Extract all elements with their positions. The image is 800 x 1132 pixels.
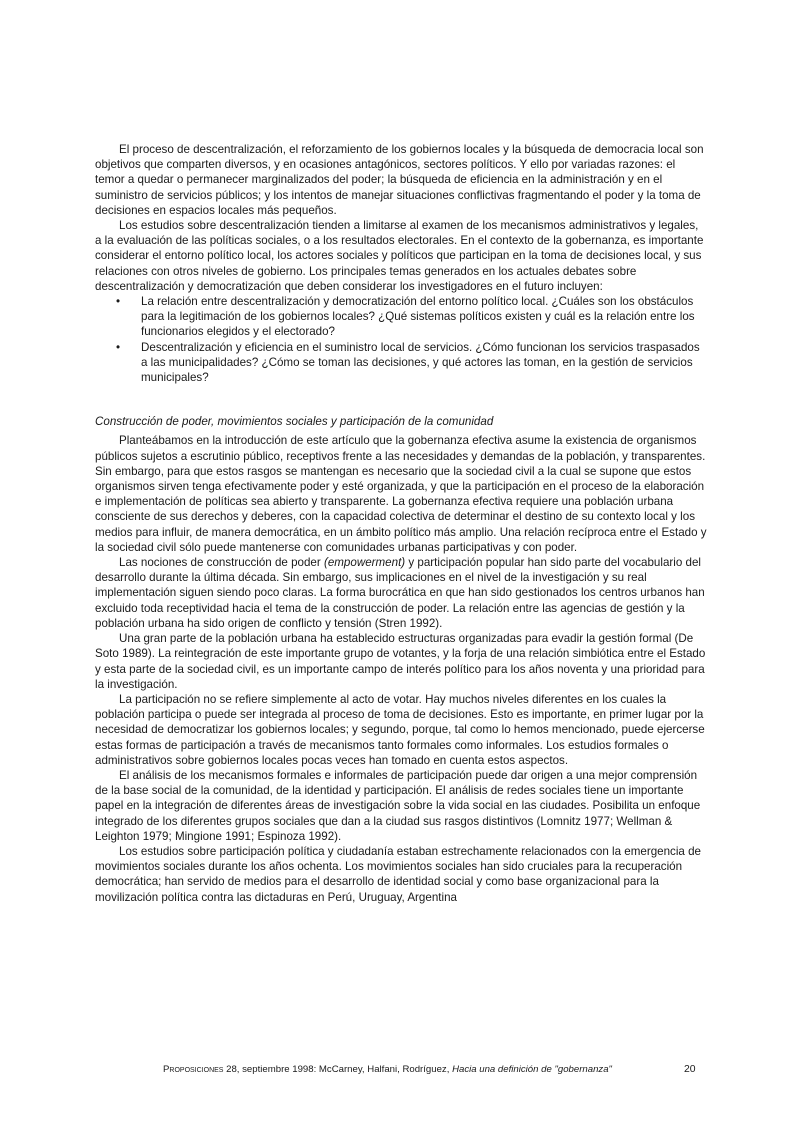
footer-citation: 28, septiembre 1998: McCarney, Halfani, Rodríguez, [223, 1064, 453, 1075]
paragraph: El análisis de los mecanismos formales e informales de participación puede dar origen a una mejor comprensión de la base social de la comunidad, de la identidad y participación. El análisis de redes sociales tiene un importante papel en la integración de diferentes áreas de investigación sobre la vida social en las ciudades. Posibilita un enfoque integrado de los diferentes grupos sociales que dan a la ciudad sus rasgos distintivos (Lomnitz 1977; Wellman & Leighton 1979; Mingione 1991; Espinoza 1992). [95, 768, 701, 843]
paragraph: La participación no se refiere simplemente al acto de votar. Hay muchos niveles diferentes en los cuales la población participa o puede ser integrada al proceso de toma de decisiones. Esto es importante, en primer lugar por la necesidad de democratizar los gobiernos locales; y segundo, porque, tal como lo hemos mencionado, puede ejercerse estas formas de participación a través de mecanismos tanto formales como informales. Los estudios formales o administrativos sobre gobiernos locales pocas veces han tomado en cuenta estos aspectos. [95, 692, 705, 767]
article-title: Hacia una definición de "gobernanza" [452, 1064, 612, 1075]
section-heading: Construcción de poder, movimientos sociales y participación de la comunidad [95, 415, 494, 429]
paragraph: Los estudios sobre participación política y ciudadanía estaban estrechamente relacionados con la emergencia de movimientos sociales durante los años ochenta. Los movimientos sociales han sido cruciales para la recuperación democrática; han servido de medios para el desarrollo de identidad social y como base organizacional para la movilización política contra las dictaduras en Perú, Uruguay, Argentina [95, 844, 701, 904]
paragraph: Una gran parte de la población urbana ha establecido estructuras organizadas para evadir la gestión formal (De Soto 1989). La reintegración de este importante grupo de votantes, y la forja de una relación simbiótica entre el Estado y esta parte de la sociedad civil, es un importante campo de interés político para los años noventa y una prioridad para la investigación. [95, 632, 706, 691]
emphasis-term: (empowerment) [323, 556, 406, 570]
journal-name: Proposiciones [163, 1064, 224, 1075]
paragraph-text: Las nociones de construcción de poder [119, 556, 324, 570]
paragraph [95, 555, 707, 631]
page-footer [163, 1064, 723, 1076]
paragraph: El proceso de descentralización, el reforzamiento de los gobiernos locales y la búsqueda de democracia local son objetivos que comparten diversos, y en ocasiones antagónicos, sectores políticos. Y ello por variadas razones: el temor a quedar o permanecer marginalizados del poder; la búsqueda de eficiencia en la administración y en el suministro de servicios públicos; y los intentos de manejar situaciones conflictivas fragmentando el poder y la toma de decisiones en espacios locales más pequeños. [95, 143, 704, 217]
bullet-list [95, 294, 707, 385]
body-text [95, 142, 707, 905]
bullet-item: • La relación entre descentralización y democratización del entorno político local. ¿Cuáles son los obstáculos para la legitimación de los gobiernos locales? ¿Qué sistemas políticos existen y cuál es la relación entre los funcionarios elegidos y el electorado? [141, 294, 707, 340]
page-number: 20 [684, 1064, 696, 1075]
paragraph-text: y participación popular han sido parte del vocabulario del desarrollo durante la última década. Sin embargo, sus implicaciones en el nivel de la investigación y su real implementación siguen siendo poco claras. La forma burocrática en que han sido gestionados los centros urbanos han excluido toda receptividad hacia el tema de la construcción de poder. La relación entre las agencias de gestión y la población urbana ha sido origen de conflicto y tensión (Stren 1992). [95, 556, 705, 630]
paragraph: Los estudios sobre descentralización tienden a limitarse al examen de los mecanismos administrativos y legales, a la evaluación de las políticas sociales, o a los resultados electorales. En el contexto de la gobernanza, es importante considerar el entorno político local, los actores sociales y políticos que participan en la toma de decisiones local, y sus relaciones con otros niveles de gobierno. Los principales temas generados en los actuales debates sobre descentralización y democratización que deben considerar los investigadores en el futuro incluyen: [95, 219, 704, 293]
bullet-item: • Descentralización y eficiencia en el suministro local de servicios. ¿Cómo funcionan los servicios traspasados a las municipalidades? ¿Cómo se toman las decisiones, y qué actores las toman, en la gestión de servicios municipales? [141, 340, 707, 386]
paragraph: Planteábamos en la introducción de este artículo que la gobernanza efectiva asume la existencia de organismos públicos sujetos a escrutinio público, receptivos frente a las necesidades y demandas de la población, y transparentes. Sin embargo, para que estos rasgos se mantengan es necesario que la sociedad civil a la cual se supone que estos organismos sirven tenga efectivamente poder y esté organizada, y que la participación en el proceso de la elaboración e implementación de políticas sea abierto y transparente. La gobernanza efectiva requiere una población urbana consciente de sus derechos y deberes, con la capacidad colectiva de determinar el destino de su contexto local y los medios para influir, de manera democrática, en un ámbito político más amplio. Una relación recíproca entre el Estado y la sociedad civil sólo puede mantenerse con comunidades urbanas participativas y con poder. [95, 434, 707, 554]
